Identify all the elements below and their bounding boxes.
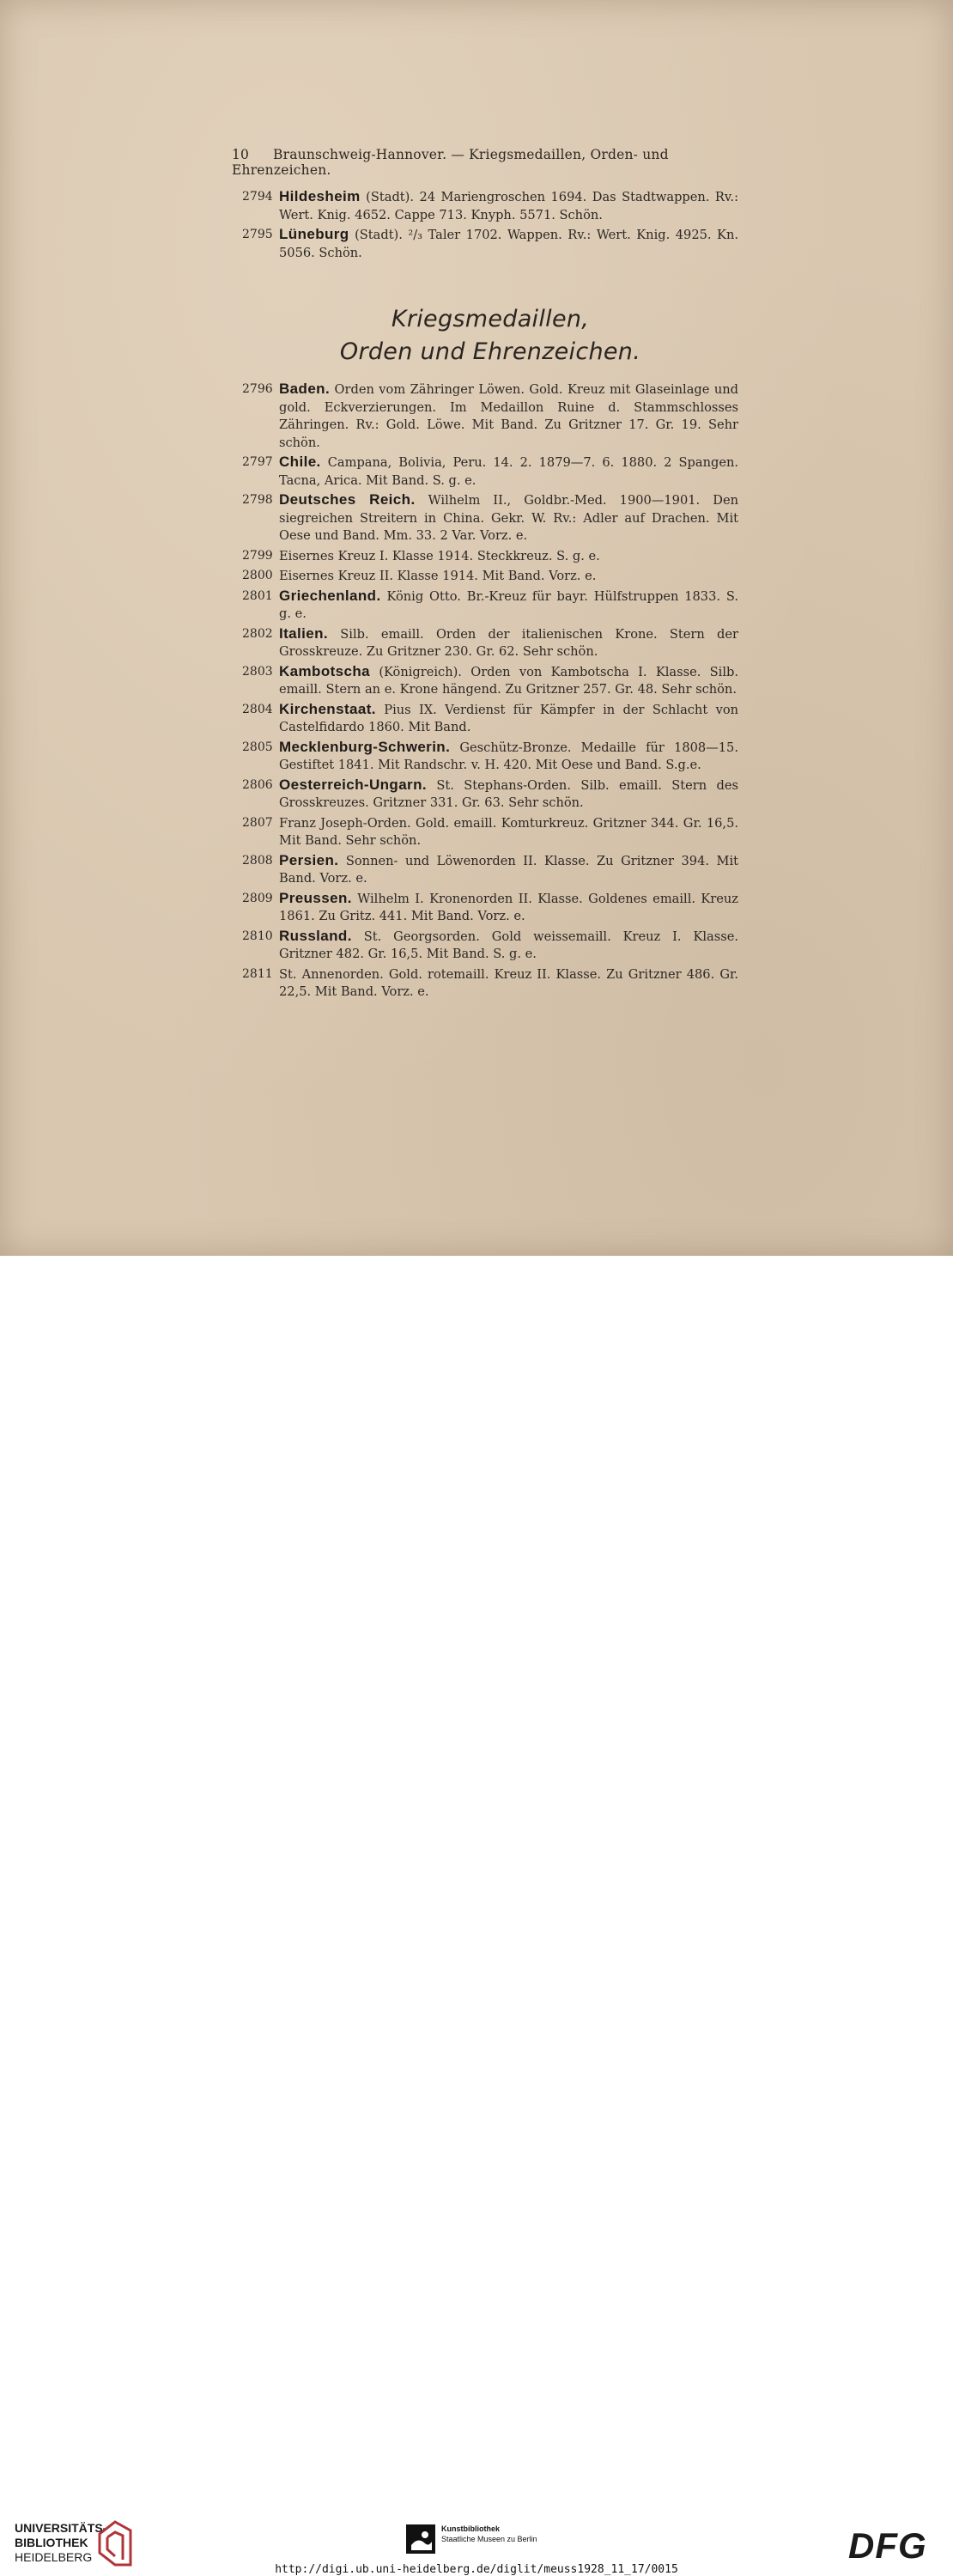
entry-keyword: Oesterreich-Ungarn. <box>279 776 427 793</box>
lot-number: 2802 <box>242 626 273 641</box>
lot-number: 2806 <box>242 777 273 792</box>
catalog-entry <box>242 226 738 262</box>
section-title-line1: Kriegsmedaillen, <box>391 306 590 332</box>
entry-keyword: Italien. <box>279 624 329 642</box>
lot-number: 2803 <box>242 664 273 679</box>
catalog-entry <box>242 701 738 737</box>
entry-keyword: Kambotscha <box>279 662 371 679</box>
catalog-entry <box>242 776 738 813</box>
university-line1: UNIVERSITÄTS- <box>15 2521 107 2535</box>
catalog-entry <box>242 928 738 964</box>
entry-text: (Stadt). 24 Mariengroschen 1694. Das Stadtwappen. Rv.: Wert. Knig. 4652. Cappe 713. Knyph. 5571. Schön. <box>279 190 738 222</box>
entry-keyword: Persien. <box>279 851 339 868</box>
entry-text: Wilhelm II., Goldbr.-Med. 1900—1901. Den siegreichen Streitern in China. Gekr. W. Rv.: Adler auf Drachen. Mit Oese und Band. Mm. 33. 2 Var. Vorz. e. <box>279 493 738 543</box>
catalog-entry <box>242 567 738 586</box>
catalog-entry <box>242 454 738 490</box>
entry-text: Pius IX. Verdienst für Kämpfer in der Schlacht von Castelfidardo 1860. Mit Band. <box>279 702 738 734</box>
scanned-page <box>0 0 953 1256</box>
catalog-entry <box>242 814 738 850</box>
catalog-entry <box>242 491 738 545</box>
lot-number: 2808 <box>242 853 273 868</box>
catalog-entry <box>242 852 738 888</box>
entry-text: St. Stephans-Orden. Silb. emaill. Stern des Grosskreuzes. Gritzner 331. Gr. 63. Sehr schön. <box>279 777 738 810</box>
kunstbibliothek-text <box>441 2524 537 2544</box>
lot-number: 2797 <box>242 455 273 469</box>
entry-text: Wilhelm I. Kronenorden II. Klasse. Goldenes emaill. Kreuz 1861. Zu Gritz. 441. Mit Band. Vorz. e. <box>279 891 738 923</box>
catalog-entry <box>242 588 738 624</box>
entry-text: (Stadt). ²/₃ Taler 1702. Wappen. Rv.: Wert. Knig. 4925. Kn. 5056. Schön. <box>279 228 738 260</box>
entry-text: (Königreich). Orden von Kambotscha I. Klasse. Silb. emaill. Stern an e. Krone hängend. Zu Gritzner 257. Gr. 48. Sehr schön. <box>279 664 738 697</box>
kb-line1: Kunstbibliothek <box>441 2524 500 2533</box>
entry-keyword: Deutsches Reich. <box>279 491 416 508</box>
catalog-entry <box>242 739 738 775</box>
running-title: Braunschweig-Hannover. — Kriegsmedaillen, Orden- und Ehrenzeichen. <box>232 147 669 178</box>
entry-keyword: Preussen. <box>279 889 352 906</box>
lot-number: 2804 <box>242 702 273 716</box>
catalog-entry <box>242 890 738 926</box>
catalog-entry <box>242 625 738 661</box>
entry-keyword: Kirchenstaat. <box>279 700 376 717</box>
entry-text: Orden vom Zähringer Löwen. Gold. Kreuz mit Glaseinlage und gold. Eckverzierungen. Im Medaillon Ruine d. Stammschlosses Zähringen. Rv.: Gold. Löwe. Mit Band. Zu Gritzner 17. Gr. 19. Sehr schön. <box>279 382 738 450</box>
kb-line2: Staatliche Museen zu Berlin <box>441 2535 537 2543</box>
lot-number: 2795 <box>242 228 273 241</box>
page-number: 10 <box>232 147 250 162</box>
entry-text: Eisernes Kreuz II. Klasse 1914. Mit Band. Vorz. e. <box>279 569 597 583</box>
entries-main <box>242 381 738 1003</box>
entry-text: Silb. emaill. Orden der italienischen Krone. Stern der Grosskreuze. Zu Gritzner 230. Gr. 62. Sehr schön. <box>279 626 738 659</box>
entry-text: St. Annenorden. Gold. rotemaill. Kreuz II. Klasse. Zu Gritzner 486. Gr. 22,5. Mit Band. Vorz. e. <box>279 966 738 999</box>
university-library-logo-text <box>15 2521 106 2565</box>
entry-text: St. Georgsorden. Gold weissemaill. Kreuz I. Klasse. Gritzner 482. Gr. 16,5. Mit Band. S. g. e. <box>279 929 738 961</box>
catalog-entry <box>242 965 738 1002</box>
lot-number: 2810 <box>242 929 273 943</box>
lot-number: 2798 <box>242 493 273 507</box>
catalog-entry <box>242 188 738 224</box>
catalog-entry <box>242 381 738 452</box>
dfg-logo: DFG <box>848 2525 927 2566</box>
entry-keyword: Russland. <box>279 927 352 944</box>
entry-keyword: Chile. <box>279 454 321 470</box>
lot-number: 2809 <box>242 891 273 905</box>
entries-top <box>242 188 738 264</box>
catalog-entry <box>242 547 738 566</box>
entry-text: Campana, Bolivia, Peru. 14. 2. 1879—7. 6. 1880. 2 Spangen. Tacna, Arica. Mit Band. S. g. e. <box>279 455 738 488</box>
running-header <box>232 147 738 178</box>
lot-number: 2799 <box>242 548 273 563</box>
university-library-icon <box>96 2518 134 2568</box>
entry-text: König Otto. Br.-Kreuz für bayr. Hülfstruppen 1833. S. g. e. <box>279 588 738 621</box>
university-line3: HEIDELBERG <box>15 2550 93 2564</box>
lot-number: 2801 <box>242 588 273 603</box>
permalink-url[interactable]: http://digi.ub.uni-heidelberg.de/diglit/meuss1928_11_17/0015 <box>275 2563 678 2576</box>
entry-keyword: Mecklenburg-Schwerin. <box>279 738 451 755</box>
section-title-line2: Orden und Ehrenzeichen. <box>339 338 641 365</box>
viewer-footer <box>0 1256 953 2576</box>
lot-number: 2805 <box>242 740 273 754</box>
entry-text: Franz Joseph-Orden. Gold. emaill. Komturkreuz. Gritzner 344. Gr. 16,5. Mit Band. Sehr schön. <box>279 815 738 848</box>
entry-keyword: Hildesheim <box>279 188 361 204</box>
entry-keyword: Baden. <box>279 381 331 397</box>
entry-keyword: Griechenland. <box>279 587 381 604</box>
lot-number: 2796 <box>242 382 273 396</box>
entry-text: Eisernes Kreuz I. Klasse 1914. Steckkreuz. S. g. e. <box>279 548 600 563</box>
lot-number: 2811 <box>242 966 273 981</box>
entry-keyword: Lüneburg <box>279 226 349 242</box>
entry-text: Geschütz-Bronze. Medaille für 1808—15. Gestiftet 1841. Mit Randschr. v. H. 420. Mit Oese und Band. S.g.e. <box>279 740 738 772</box>
lot-number: 2794 <box>242 190 273 204</box>
kunstbibliothek-icon <box>406 2524 435 2554</box>
lot-number: 2800 <box>242 569 273 582</box>
university-line2: BIBLIOTHEK <box>15 2536 88 2549</box>
entry-text: Sonnen- und Löwenorden II. Klasse. Zu Gritzner 394. Mit Band. Vorz. e. <box>279 853 738 886</box>
lot-number: 2807 <box>242 815 273 830</box>
catalog-entry <box>242 663 738 699</box>
